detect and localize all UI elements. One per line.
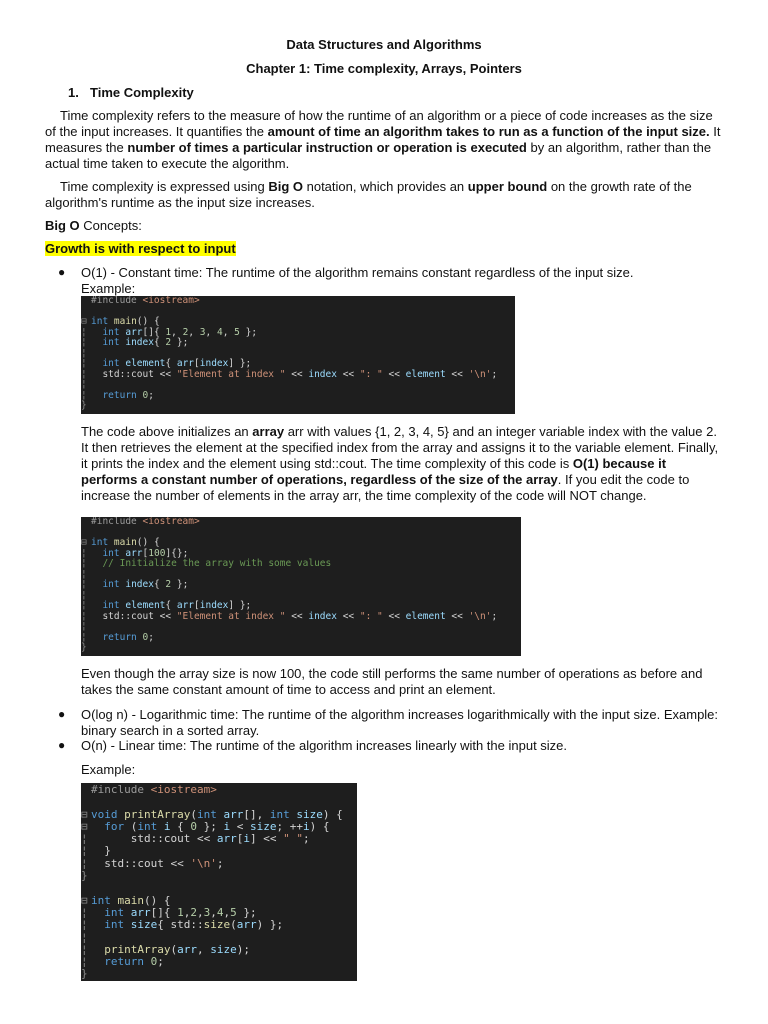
bold-run: Big O (45, 218, 80, 233)
code-line: ¦ int index{ 2 }; (81, 579, 189, 590)
code-block-constant-time (81, 296, 515, 414)
section-number: 1. (68, 85, 79, 100)
code-line: ¦ (81, 347, 87, 359)
highlighted-note (45, 241, 236, 257)
text-run: arr with values {1, 2, 3, 4, 5} and an integer variable index with the value 2. It then retrieves the element at the specified index from the array and assigns it to the variable element. Finally, it prints the index and the element using std::cout. The time complexity of this code is (81, 424, 719, 471)
code-line: ¦ (81, 379, 87, 390)
code-line: ¦ std::cout << "Element at index " << index << ": " << element << '\n'; (81, 368, 498, 380)
bullet-icon: ● (58, 738, 66, 752)
big-o-concepts-label (45, 218, 142, 234)
text-run: Time complexity refers to the measure of how the runtime of an algorithm or a piece of code increases as the size of the input increases. It quantifies the (45, 108, 713, 139)
bold-run: array (252, 424, 285, 439)
code-line: ¦ std::cout << "Element at index " << index << ": " << element << '\n'; (81, 610, 498, 622)
code-line: ¦ // Initialize the array with some values (81, 558, 332, 569)
code-line: ¦ printArray(arr, size); (81, 942, 250, 956)
text-run: notation, which provides an (303, 179, 468, 194)
code-line: ¦ std::cout << '\n'; (81, 856, 224, 870)
document-title: Data Structures and Algorithms (286, 37, 482, 52)
code-line: #include <iostream> (91, 783, 217, 796)
code-line: ¦ (81, 568, 87, 580)
code-line: ¦ int arr[100]{}; (81, 547, 189, 559)
code-line: } (81, 967, 88, 981)
code-line: ¦ return 0; (81, 955, 164, 969)
code-line: ¦ int index{ 2 }; (81, 337, 189, 348)
text-run: The code above initializes an (81, 424, 253, 439)
bullet-ologn: O(log n) - Logarithmic time: The runtime of the algorithm increases logarithmically with the input size. Example: binary search in a sorted array. (81, 707, 719, 738)
text-run: Time complexity is expressed using (60, 179, 269, 194)
paragraph-big-o-notation (45, 179, 725, 211)
code-line: ¦ } (81, 844, 111, 858)
section-heading: Time Complexity (90, 85, 194, 100)
chapter-heading: Chapter 1: Time complexity, Arrays, Pointers (246, 61, 522, 76)
text-run: Concepts: (79, 218, 142, 233)
example-label: Example: (81, 762, 136, 777)
code-line: ⊟ int main() { (81, 537, 160, 548)
code-line: ⊟ for (int i { 0 }; i < size; ++i) { (81, 819, 330, 833)
code-line: ⊟ int main() { (81, 893, 171, 907)
paragraph-code-explanation (81, 424, 721, 504)
code-line: ¦ std::cout << arr[i] << " "; (81, 832, 310, 846)
code-block-linear-time (81, 783, 357, 981)
code-line: ⊟ int main() { (81, 316, 160, 327)
bold-run: O(1) because it performs a constant number of operations, regardless of the size of the array (81, 456, 667, 487)
text-run: . If you edit the code to increase the number of elements in the array arr, the time complexity of the code will NOT change. (81, 472, 690, 503)
bold-run: number of times a particular instruction or operation is executed (127, 140, 527, 155)
code-line: ¦ (81, 930, 88, 944)
bold-run: upper bound (467, 179, 548, 194)
paragraph-time-complexity-definition (45, 108, 725, 172)
code-line: ⊟ void printArray(int arr[], int size) { (81, 807, 343, 821)
bullet-icon: ● (58, 707, 66, 721)
code-line: ¦ int arr[]{ 1, 2, 3, 4, 5 }; (81, 326, 258, 338)
code-line: } (81, 869, 88, 883)
bullet-o1: O(1) - Constant time: The runtime of the algorithm remains constant regardless of the input size. (81, 265, 634, 280)
code-line: #include <iostream> (91, 296, 200, 306)
bullet-icon: ● (58, 265, 66, 279)
code-line: ¦ return 0; (81, 389, 154, 401)
paragraph-array-size-note: Even though the array size is now 100, the code still performs the same number of operations as before and takes the same constant amount of time to access and print an element. (81, 666, 703, 697)
code-line: ¦ int size{ std::size(arr) }; (81, 918, 284, 932)
code-line: ¦ (81, 589, 87, 601)
code-block-array-100 (81, 517, 521, 656)
code-line: } (81, 642, 87, 653)
text-run: by an algorithm, rather than the actual time taken to execute the algorithm. (45, 140, 712, 171)
bold-run: amount of time an algorithm takes to run as a function of the input size. (267, 124, 710, 139)
code-line: #include <iostream> (91, 517, 200, 527)
highlight-run: Growth is with respect to input (45, 241, 236, 256)
text-run: on the growth rate of the algorithm's runtime as the input size increases. (45, 179, 692, 210)
code-line: } (81, 400, 87, 411)
bold-run: Big O (268, 179, 303, 194)
example-label: Example: (81, 281, 136, 296)
code-line: ¦ return 0; (81, 631, 154, 643)
code-line: ¦ (81, 621, 87, 632)
code-line: ¦ int element{ arr[index] }; (81, 600, 252, 611)
bullet-on: O(n) - Linear time: The runtime of the algorithm increases linearly with the input size. (81, 738, 568, 753)
code-line: ¦ int arr[]{ 1,2,3,4,5 }; (81, 905, 257, 919)
text-run: It measures the (45, 124, 721, 155)
code-line: ¦ int element{ arr[index] }; (81, 358, 252, 369)
